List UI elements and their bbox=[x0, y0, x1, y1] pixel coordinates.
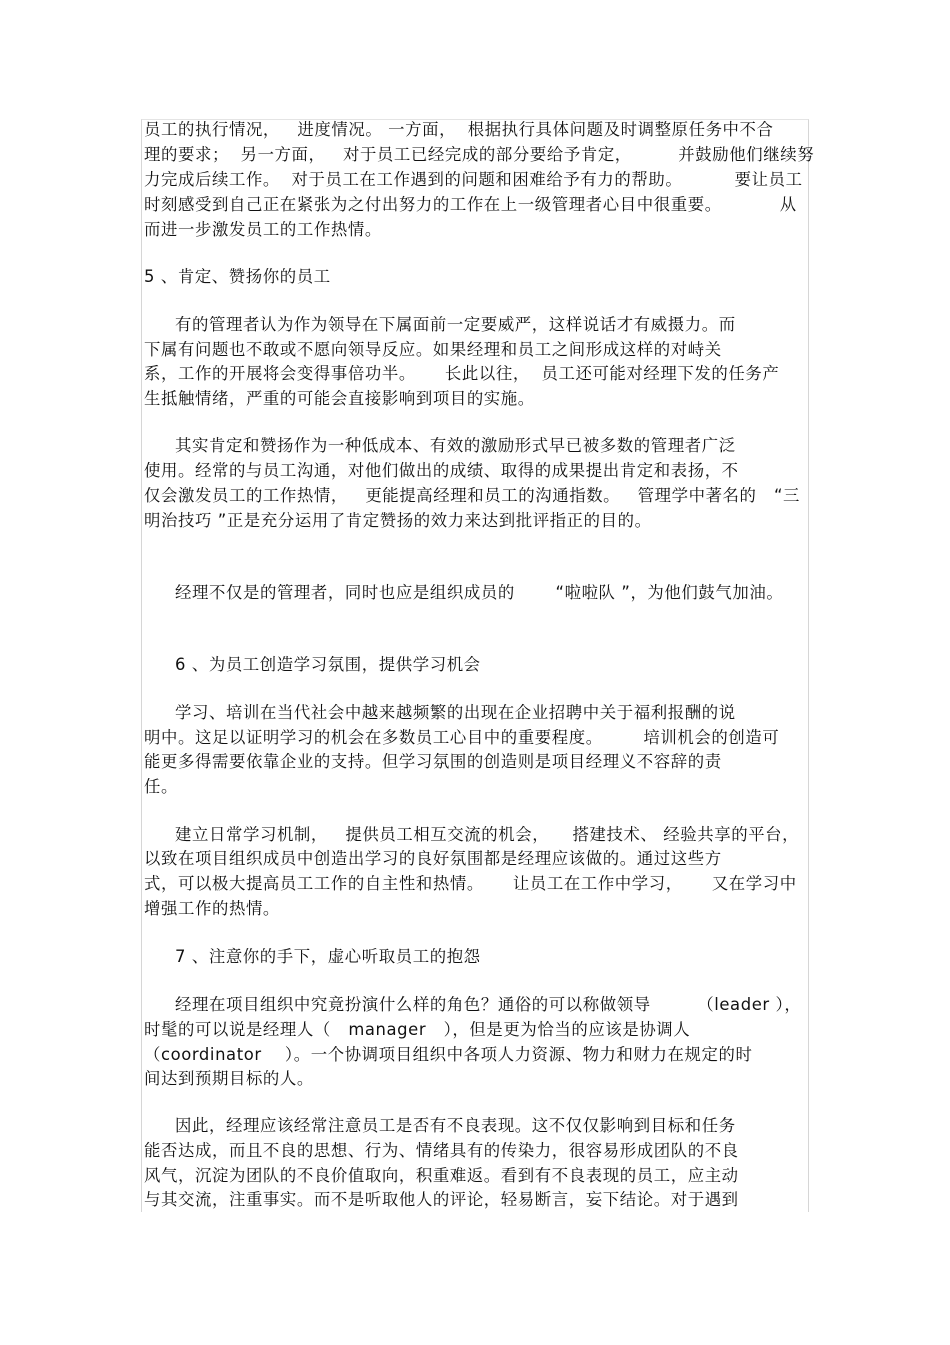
paragraph-line: 间达到预期目标的人。 bbox=[144, 1069, 314, 1088]
paragraph-line: 下属有问题也不敢或不愿向领导反应。如果经理和员工之间形成这样的对峙关 bbox=[144, 340, 722, 359]
paragraph-line: 能否达成，而且不良的思想、行为、情绪具有的传染力，很容易形成团队的不良 bbox=[144, 1141, 739, 1160]
paragraph-line: 而进一步激发员工的工作热情。 bbox=[144, 220, 382, 239]
paragraph-line: 因此，经理应该经常注意员工是否有不良表现。这不仅仅影响到目标和任务 bbox=[175, 1116, 736, 1135]
paragraph-line: 以致在项目组织成员中创造出学习的良好氛围都是经理应该做的。通过这些方 bbox=[144, 849, 722, 868]
paragraph-line: 力完成后续工作。 对于员工在工作遇到的问题和困难给予有力的帮助。 要让员工 bbox=[144, 170, 803, 189]
paragraph-line: 生抵触情绪，严重的可能会直接影响到项目的实施。 bbox=[144, 389, 535, 408]
paragraph-line: （coordinator ）。一个协调项目组织中各项人力资源、物力和财力在规定的时 bbox=[144, 1045, 753, 1064]
paragraph-line: 风气，沉淀为团队的不良价值取向，积重难返。看到有不良表现的员工，应主动 bbox=[144, 1166, 739, 1185]
paragraph-line: 增强工作的热情。 bbox=[144, 899, 280, 918]
section-heading: 7 、注意你的手下，虚心听取员工的抱怨 bbox=[175, 947, 481, 966]
paragraph-line: 经理不仅是的管理者，同时也应是组织成员的 “啦啦队 ”，为他们鼓气加油。 bbox=[175, 583, 784, 602]
paragraph-line: 时髦的可以说是经理人（ manager ），但是更为恰当的应该是协调人 bbox=[144, 1020, 691, 1039]
paragraph-line: 其实肯定和赞扬作为一种低成本、有效的激励形式早已被多数的管理者广泛 bbox=[175, 436, 736, 455]
section-heading: 6 、为员工创造学习氛围，提供学习机会 bbox=[175, 655, 481, 674]
paragraph-line: 使用。经常的与员工沟通，对他们做出的成绩、取得的成果提出肯定和表扬，不 bbox=[144, 461, 739, 480]
paragraph-line: 有的管理者认为作为领导在下属面前一定要威严，这样说话才有威摄力。而 bbox=[175, 315, 736, 334]
paragraph-line: 式，可以极大提高员工工作的自主性和热情。 让员工在工作中学习， 又在学习中 bbox=[144, 874, 797, 893]
paragraph-line: 系，工作的开展将会变得事倍功半。 长此以往， 员工还可能对经理下发的任务产 bbox=[144, 364, 780, 383]
section-heading: 5 、肯定、赞扬你的员工 bbox=[144, 267, 331, 286]
paragraph-line: 任。 bbox=[144, 777, 178, 796]
paragraph-line: 经理在项目组织中究竟扮演什么样的角色？通俗的可以称做领导 （leader ）， bbox=[175, 995, 802, 1014]
paragraph-line: 学习、培训在当代社会中越来越频繁的出现在企业招聘中关于福利报酬的说 bbox=[175, 703, 736, 722]
paragraph-line: 能更多得需要依靠企业的支持。但学习氛围的创造则是项目经理义不容辞的责 bbox=[144, 752, 722, 771]
paragraph-line: 仅会激发员工的工作热情， 更能提高经理和员工的沟通指数。 管理学中著名的 “三 bbox=[144, 486, 801, 505]
paragraph-line: 与其交流，注重事实。而不是听取他人的评论，轻易断言，妄下结论。对于遇到 bbox=[144, 1190, 739, 1209]
paragraph-line: 时刻感受到自己正在紧张为之付出努力的工作在上一级管理者心目中很重要。 从 bbox=[144, 195, 797, 214]
paragraph-line: 建立日常学习机制， 提供员工相互交流的机会， 搭建技术、 经验共享的平台， bbox=[175, 825, 800, 844]
paragraph-line: 明治技巧 ”正是充分运用了肯定赞扬的效力来达到批评指正的目的。 bbox=[144, 511, 652, 530]
paragraph-line: 明中。这足以证明学习的机会在多数员工心目中的重要程度。 培训机会的创造可 bbox=[144, 728, 780, 747]
paragraph-line: 员工的执行情况， 进度情况。 一方面， 根据执行具体问题及时调整原任务中不合 bbox=[144, 120, 774, 139]
paragraph-line: 理的要求； 另一方面， 对于员工已经完成的部分要给予肯定， 并鼓励他们继续努 bbox=[144, 145, 815, 164]
